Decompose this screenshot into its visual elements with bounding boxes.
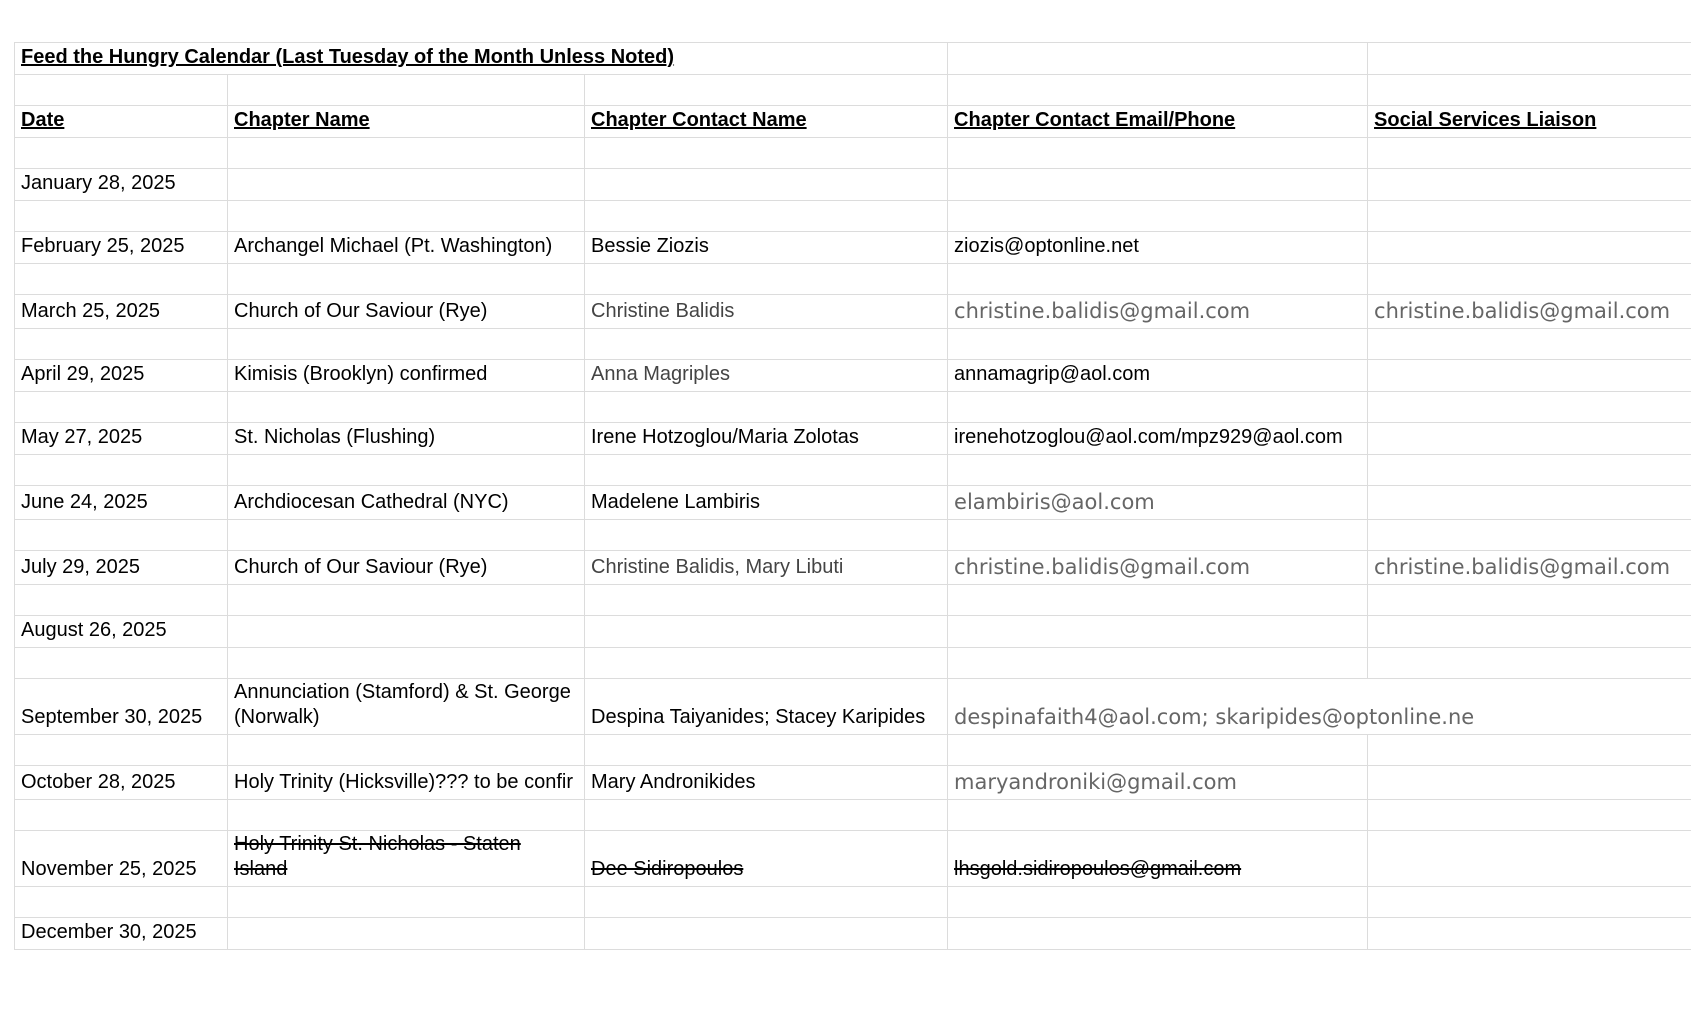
contact-cell[interactable]: Anna Magriples xyxy=(585,360,948,392)
cell[interactable] xyxy=(1368,43,1691,75)
date-cell[interactable]: February 25, 2025 xyxy=(15,232,228,264)
title-row xyxy=(15,43,1691,75)
date-cell[interactable]: September 30, 2025 xyxy=(15,679,228,735)
header-liaison[interactable]: Social Services Liaison xyxy=(1368,106,1691,138)
date-cell[interactable]: August 26, 2025 xyxy=(15,616,228,648)
liaison-cell[interactable] xyxy=(1368,918,1691,950)
email-cell[interactable] xyxy=(948,918,1368,950)
contact-cell[interactable]: Irene Hotzoglou/Maria Zolotas xyxy=(585,423,948,455)
contact-cell[interactable]: Despina Taiyanides; Stacey Karipides xyxy=(585,679,948,735)
email-cell[interactable]: christine.balidis@gmail.com xyxy=(948,551,1368,585)
table-row xyxy=(15,679,1691,735)
email-cell[interactable]: elambiris@aol.com xyxy=(948,486,1368,520)
cell[interactable] xyxy=(948,43,1368,75)
email-cell[interactable]: irenehotzoglou@aol.com/mpz929@aol.com xyxy=(948,423,1368,455)
liaison-cell[interactable] xyxy=(1368,169,1691,201)
header-chapter-name[interactable]: Chapter Name xyxy=(228,106,585,138)
chapter-cell[interactable]: Holy Trinity (Hicksville)??? to be confir xyxy=(228,766,585,800)
liaison-cell[interactable] xyxy=(1368,232,1691,264)
liaison-cell[interactable] xyxy=(1368,360,1691,392)
page-title[interactable]: Feed the Hungry Calendar (Last Tuesday of the Month Unless Noted) xyxy=(15,43,948,75)
table-row xyxy=(15,551,1691,585)
liaison-cell[interactable] xyxy=(1368,423,1691,455)
header-contact-name[interactable]: Chapter Contact Name xyxy=(585,106,948,138)
date-cell[interactable]: May 27, 2025 xyxy=(15,423,228,455)
date-cell[interactable]: December 30, 2025 xyxy=(15,918,228,950)
email-cell[interactable] xyxy=(948,616,1368,648)
chapter-cell[interactable]: Archangel Michael (Pt. Washington) xyxy=(228,232,585,264)
liaison-cell[interactable] xyxy=(1368,616,1691,648)
contact-cell[interactable]: Dee Sidiropoulos xyxy=(585,831,948,887)
header-row xyxy=(15,106,1691,138)
table-row xyxy=(15,486,1691,520)
email-cell[interactable] xyxy=(948,169,1368,201)
chapter-cell[interactable]: Archdiocesan Cathedral (NYC) xyxy=(228,486,585,520)
table-row xyxy=(15,360,1691,392)
contact-cell[interactable] xyxy=(585,918,948,950)
chapter-cell[interactable] xyxy=(228,616,585,648)
spreadsheet xyxy=(14,42,1691,950)
chapter-cell[interactable]: Kimisis (Brooklyn) confirmed xyxy=(228,360,585,392)
contact-cell[interactable]: Christine Balidis xyxy=(585,295,948,329)
email-cell[interactable]: despinafaith4@aol.com; skaripides@optonline.ne xyxy=(948,679,1691,735)
liaison-cell[interactable] xyxy=(1368,766,1691,800)
liaison-cell[interactable]: christine.balidis@gmail.com xyxy=(1368,551,1691,585)
date-cell[interactable]: July 29, 2025 xyxy=(15,551,228,585)
date-cell[interactable]: April 29, 2025 xyxy=(15,360,228,392)
contact-cell[interactable] xyxy=(585,169,948,201)
table-row xyxy=(15,766,1691,800)
table-row xyxy=(15,831,1691,887)
liaison-cell[interactable] xyxy=(1368,831,1691,887)
contact-cell[interactable]: Mary Andronikides xyxy=(585,766,948,800)
chapter-cell[interactable]: St. Nicholas (Flushing) xyxy=(228,423,585,455)
contact-cell[interactable] xyxy=(585,616,948,648)
calendar-table xyxy=(14,42,1691,950)
liaison-cell[interactable] xyxy=(1368,486,1691,520)
chapter-cell[interactable]: Holy Trinity St. Nicholas - Staten Island xyxy=(228,831,585,887)
contact-cell[interactable]: Bessie Ziozis xyxy=(585,232,948,264)
date-cell[interactable]: March 25, 2025 xyxy=(15,295,228,329)
contact-cell[interactable]: Madelene Lambiris xyxy=(585,486,948,520)
date-cell[interactable]: January 28, 2025 xyxy=(15,169,228,201)
liaison-cell[interactable]: christine.balidis@gmail.com xyxy=(1368,295,1691,329)
email-cell[interactable]: christine.balidis@gmail.com xyxy=(948,295,1368,329)
date-cell[interactable]: October 28, 2025 xyxy=(15,766,228,800)
chapter-cell[interactable] xyxy=(228,918,585,950)
table-row xyxy=(15,918,1691,950)
chapter-cell[interactable]: Annunciation (Stamford) & St. George (Norwalk) xyxy=(228,679,585,735)
header-contact-email[interactable]: Chapter Contact Email/Phone xyxy=(948,106,1368,138)
email-cell[interactable]: annamagrip@aol.com xyxy=(948,360,1368,392)
email-cell[interactable]: maryandroniki@gmail.com xyxy=(948,766,1368,800)
date-cell[interactable]: November 25, 2025 xyxy=(15,831,228,887)
table-row xyxy=(15,423,1691,455)
chapter-cell[interactable] xyxy=(228,169,585,201)
chapter-cell[interactable]: Church of Our Saviour (Rye) xyxy=(228,295,585,329)
contact-cell[interactable]: Christine Balidis, Mary Libuti xyxy=(585,551,948,585)
table-row xyxy=(15,232,1691,264)
table-row xyxy=(15,616,1691,648)
email-cell[interactable]: ziozis@optonline.net xyxy=(948,232,1368,264)
header-date[interactable]: Date xyxy=(15,106,228,138)
chapter-cell[interactable]: Church of Our Saviour (Rye) xyxy=(228,551,585,585)
table-row xyxy=(15,295,1691,329)
table-row xyxy=(15,169,1691,201)
date-cell[interactable]: June 24, 2025 xyxy=(15,486,228,520)
email-cell[interactable]: lhsgold.sidiropoulos@gmail.com xyxy=(948,831,1368,887)
